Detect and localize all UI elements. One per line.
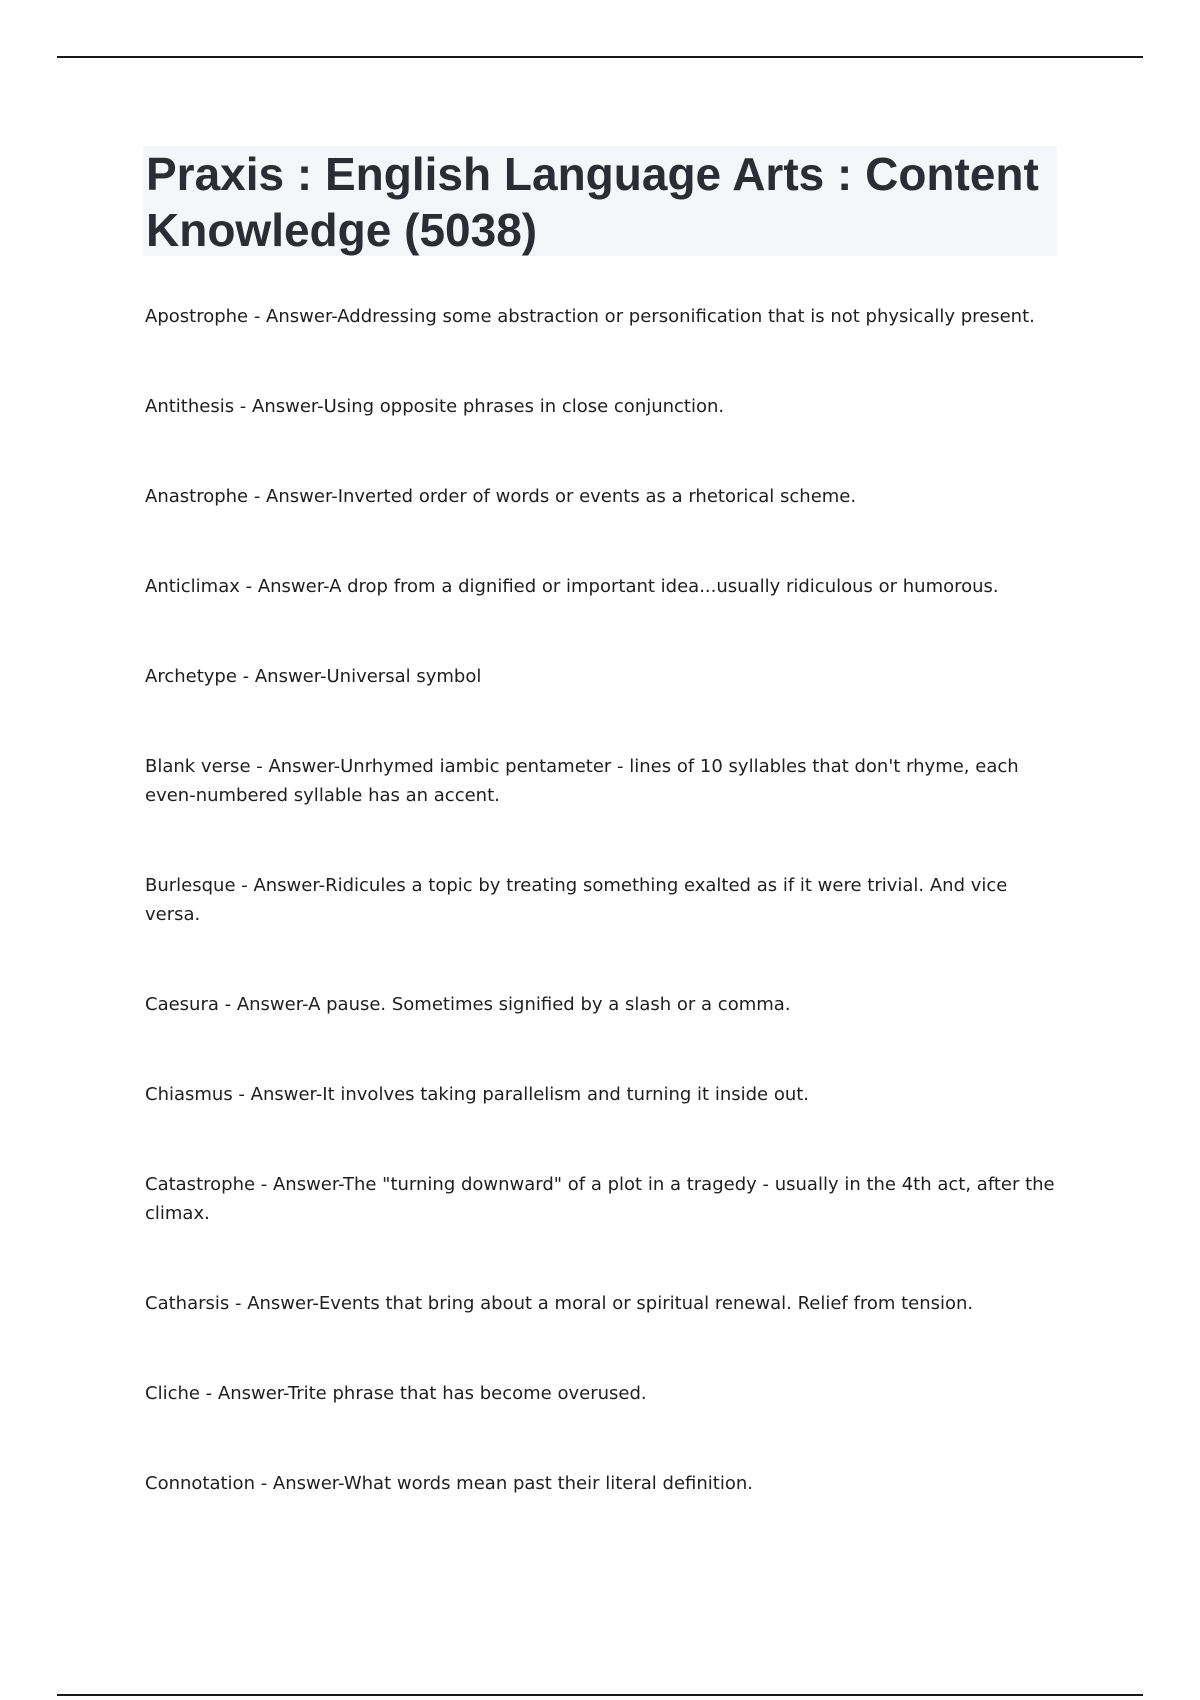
page-title: Praxis : English Language Arts : Content Knowledge (5038) xyxy=(146,148,1039,256)
header-divider xyxy=(57,56,1143,58)
list-item: Connotation - Answer-What words mean past their literal definition. xyxy=(145,1473,753,1494)
definition-list xyxy=(145,302,1057,1498)
list-item: Catharsis - Answer-Events that bring about a moral or spiritual renewal. Relief from tension. xyxy=(145,1293,974,1314)
list-item: Cliche - Answer-Trite phrase that has become overused. xyxy=(145,1383,647,1404)
list-item: Archetype - Answer-Universal symbol xyxy=(145,666,482,687)
list-item: Antithesis - Answer-Using opposite phrases in close conjunction. xyxy=(145,396,725,417)
footer-divider xyxy=(57,1694,1143,1696)
title-block xyxy=(143,146,1057,256)
list-item: Chiasmus - Answer-It involves taking parallelism and turning it inside out. xyxy=(145,1084,810,1105)
list-item: Caesura - Answer-A pause. Sometimes signified by a slash or a comma. xyxy=(145,994,791,1015)
list-item: Blank verse - Answer-Unrhymed iambic pentameter - lines of 10 syllables that don't rhyme, each even-numbered syllable has an accent. xyxy=(145,756,1019,806)
list-item: Burlesque - Answer-Ridicules a topic by treating something exalted as if it were trivial. And vice versa. xyxy=(145,875,1008,925)
list-item: Anticlimax - Answer-A drop from a dignified or important idea...usually ridiculous or humorous. xyxy=(145,576,999,597)
list-item: Catastrophe - Answer-The "turning downward" of a plot in a tragedy - usually in the 4th act, after the climax. xyxy=(145,1174,1055,1224)
list-item: Anastrophe - Answer-Inverted order of words or events as a rhetorical scheme. xyxy=(145,486,857,507)
list-item: Apostrophe - Answer-Addressing some abstraction or personification that is not physically present. xyxy=(145,306,1035,327)
